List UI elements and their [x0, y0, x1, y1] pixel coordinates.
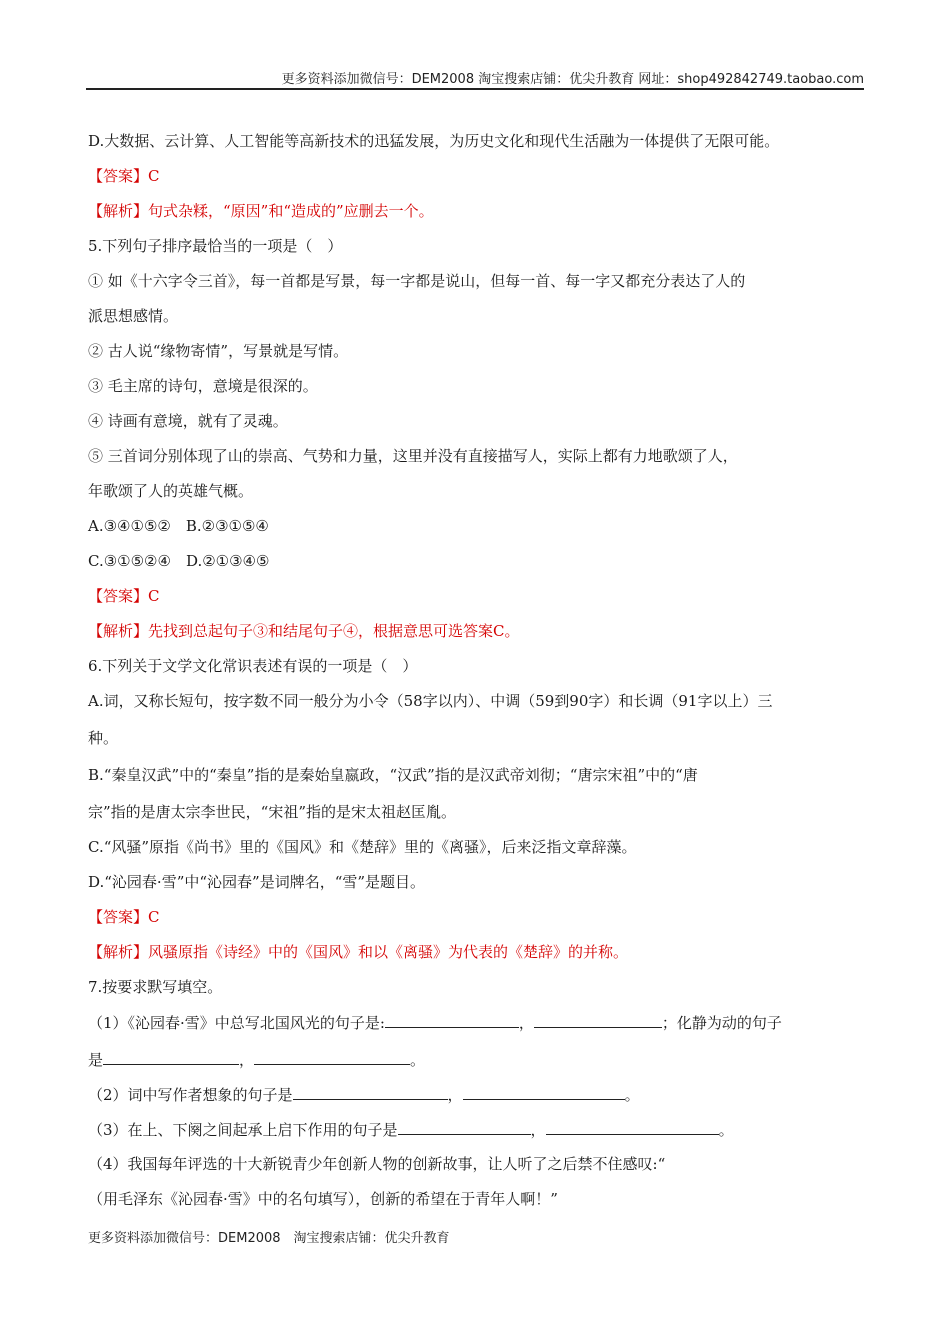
punctuation: ； — [661, 1014, 677, 1032]
q6-option-a: A.词，又称长短句，按字数不同一般分为小令（58字以内）、中调（59到90字）和长调（91字以上）三 — [88, 692, 773, 710]
q4-answer: 【答案】C — [88, 167, 160, 185]
q6-option-d: D.“沁园春·雪”中“沁园春”是词牌名，“雪”是题目。 — [88, 873, 426, 891]
punctuation: ， — [239, 1051, 255, 1069]
q5-stem: 5.下列句子排序最恰当的一项是（ ） — [88, 237, 343, 255]
q5-sentence-4: ④ 诗画有意境，就有了灵魂。 — [88, 412, 288, 430]
q7-part-1-text: （1）《沁园春·雪》中总写北国风光的句子是: — [88, 1014, 385, 1032]
q6-answer: 【答案】C — [88, 908, 160, 926]
q6-stem: 6.下列关于文学文化常识表述有误的一项是（ ） — [88, 657, 418, 675]
fill-blank[interactable] — [385, 1012, 519, 1028]
q5-sentence-1: ① 如《十六字令三首》，每一首都是写景，每一字都是说山，但每一首、每一字又都充分表达了人的 — [88, 272, 746, 290]
q5-sentence-1-cont: 派思想感情。 — [88, 307, 179, 325]
page-footer: 更多资料添加微信号：DEM2008 淘宝搜索店铺：优尖升教育 — [88, 1231, 450, 1246]
q6-option-b-cont: 宗”指的是唐太宗李世民，“宋祖”指的是宋太祖赵匡胤。 — [88, 803, 457, 821]
q5-sentence-5-cont: 年歌颂了人的英雄气概。 — [88, 482, 254, 500]
punctuation: ， — [530, 1121, 546, 1139]
punctuation: ， — [518, 1014, 534, 1032]
header-divider — [86, 88, 864, 90]
punctuation: 。 — [718, 1121, 734, 1139]
fill-blank[interactable] — [103, 1049, 239, 1065]
q5-sentence-3: ③ 毛主席的诗句，意境是很深的。 — [88, 377, 318, 395]
punctuation: ， — [447, 1086, 463, 1104]
fill-blank[interactable] — [293, 1084, 448, 1100]
page-header: 更多资料添加微信号：DEM2008 淘宝搜索店铺：优尖升教育 网址：shop492842749.taobao.com — [281, 72, 864, 87]
q7-part-1-cont — [88, 1049, 425, 1070]
fill-blank[interactable] — [546, 1119, 719, 1135]
q7-part-1 — [88, 1012, 782, 1033]
q7-part-2 — [88, 1084, 640, 1105]
q7-part-4: （4）我国每年评选的十大新锐青少年创新人物的创新故事，让人听了之后禁不住感叹:“ — [88, 1155, 666, 1173]
q5-answer: 【答案】C — [88, 587, 160, 605]
q7-part-1-text-b: 化静为动的句子 — [676, 1014, 782, 1032]
q5-options-cd: C.③①⑤②④ D.②①③④⑤ — [88, 552, 270, 570]
q4-option-d: D.大数据、云计算、人工智能等高新技术的迅猛发展，为历史文化和现代生活融为一体提供了无限可能。 — [88, 132, 780, 150]
q4-analysis: 【解析】句式杂糅，“原因”和“造成的”应删去一个。 — [88, 202, 434, 220]
punctuation: 。 — [624, 1086, 640, 1104]
q6-option-a-cont: 种。 — [88, 729, 119, 747]
q6-analysis: 【解析】风骚原指《诗经》中的《国风》和以《离骚》为代表的《楚辞》的并称。 — [88, 943, 629, 961]
q7-part-3-text: （3）在上、下阕之间起承上启下作用的句子是 — [88, 1121, 398, 1139]
q5-sentence-5: ⑤ 三首词分别体现了山的崇高、气势和力量，这里并没有直接描写人，实际上都有力地歌颂了人， — [88, 447, 738, 465]
q7-part-1-text-c: 是 — [88, 1051, 104, 1069]
fill-blank[interactable] — [398, 1119, 531, 1135]
q6-option-b: B.“秦皇汉武”中的“秦皇”指的是秦始皇嬴政，“汉武”指的是汉武帝刘彻；“唐宗宋祖”中的“唐 — [88, 766, 698, 784]
q5-sentence-2: ② 古人说“缘物寄情”，写景就是写情。 — [88, 342, 349, 360]
q5-options-ab: A.③④①⑤② B.②③①⑤④ — [88, 517, 269, 535]
q7-part-4-cont: （用毛泽东《沁园春·雪》中的名句填写），创新的希望在于青年人啊！” — [88, 1190, 558, 1208]
q7-part-2-text: （2）词中写作者想象的句子是 — [88, 1086, 293, 1104]
q5-analysis: 【解析】先找到总起句子③和结尾句子④，根据意思可选答案C。 — [88, 622, 520, 640]
fill-blank[interactable] — [534, 1012, 662, 1028]
q7-stem: 7.按要求默写填空。 — [88, 978, 223, 996]
q6-option-c: C.“风骚”原指《尚书》里的《国风》和《楚辞》里的《离骚》，后来泛指文章辞藻。 — [88, 838, 637, 856]
q7-part-3 — [88, 1119, 734, 1140]
fill-blank[interactable] — [254, 1049, 410, 1065]
fill-blank[interactable] — [463, 1084, 625, 1100]
punctuation: 。 — [410, 1051, 426, 1069]
